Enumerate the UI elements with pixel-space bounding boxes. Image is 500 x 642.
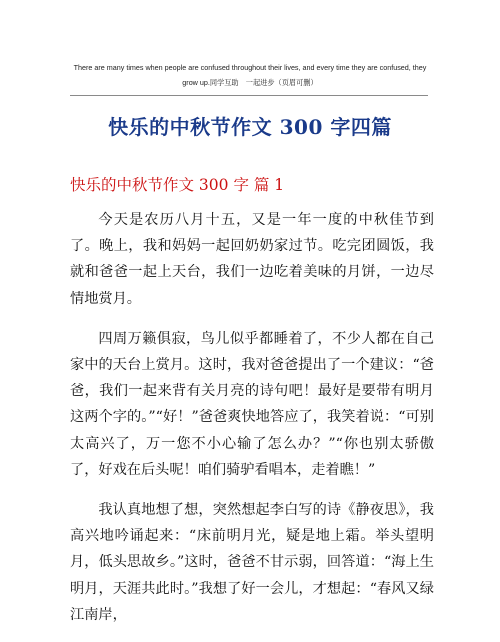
header-divider: [70, 95, 428, 96]
section-heading: 快乐的中秋节作文 300 字 篇 1: [70, 176, 285, 194]
article-body: [70, 207, 434, 642]
header-line-1: There are many times when people are confused throughout their lives, and every time they are confused, they: [73, 63, 427, 72]
document-title: 快乐的中秋节作文 300 字四篇: [108, 115, 392, 139]
paragraph-1: 今天是农历八月十五，又是一年一度的中秋佳节到了。晚上，我和妈妈一起回奶奶家过节。吃完团圆饭，我就和爸爸一起上天台，我们一边吃着美味的月饼，一边尽情地赏月。: [70, 212, 434, 307]
paragraph-3: 我认真地想了想，突然想起李白写的诗《静夜思》，我高兴地吟诵起来：“床前明月光，疑是地上霜。举头望明月，低头思故乡。”这时，爸爸不甘示弱，回答道：“海上生明月，天涯共此时。”我想了好一会儿，才想起：“春风又绿江南岸，: [70, 502, 434, 623]
paragraph-2: 四周万籁俱寂，鸟儿似乎都睡着了，不少人都在自己家中的天台上赏月。这时，我对爸爸提出了一个建议：“爸爸，我们一起来背有关月亮的诗句吧！最好是要带有明月这两个字的。”“好！”爸爸爽快地答应了，我笑着说：“可别太高兴了，万一您不小心输了怎么办？”“你也别太骄傲了，好戏在后头呢！咱们骑驴看唱本，走着瞧！”: [70, 330, 434, 478]
header-line-2: grow up.同学互助 一起进步（页眉可删）: [182, 78, 318, 87]
page-header: [70, 60, 430, 90]
